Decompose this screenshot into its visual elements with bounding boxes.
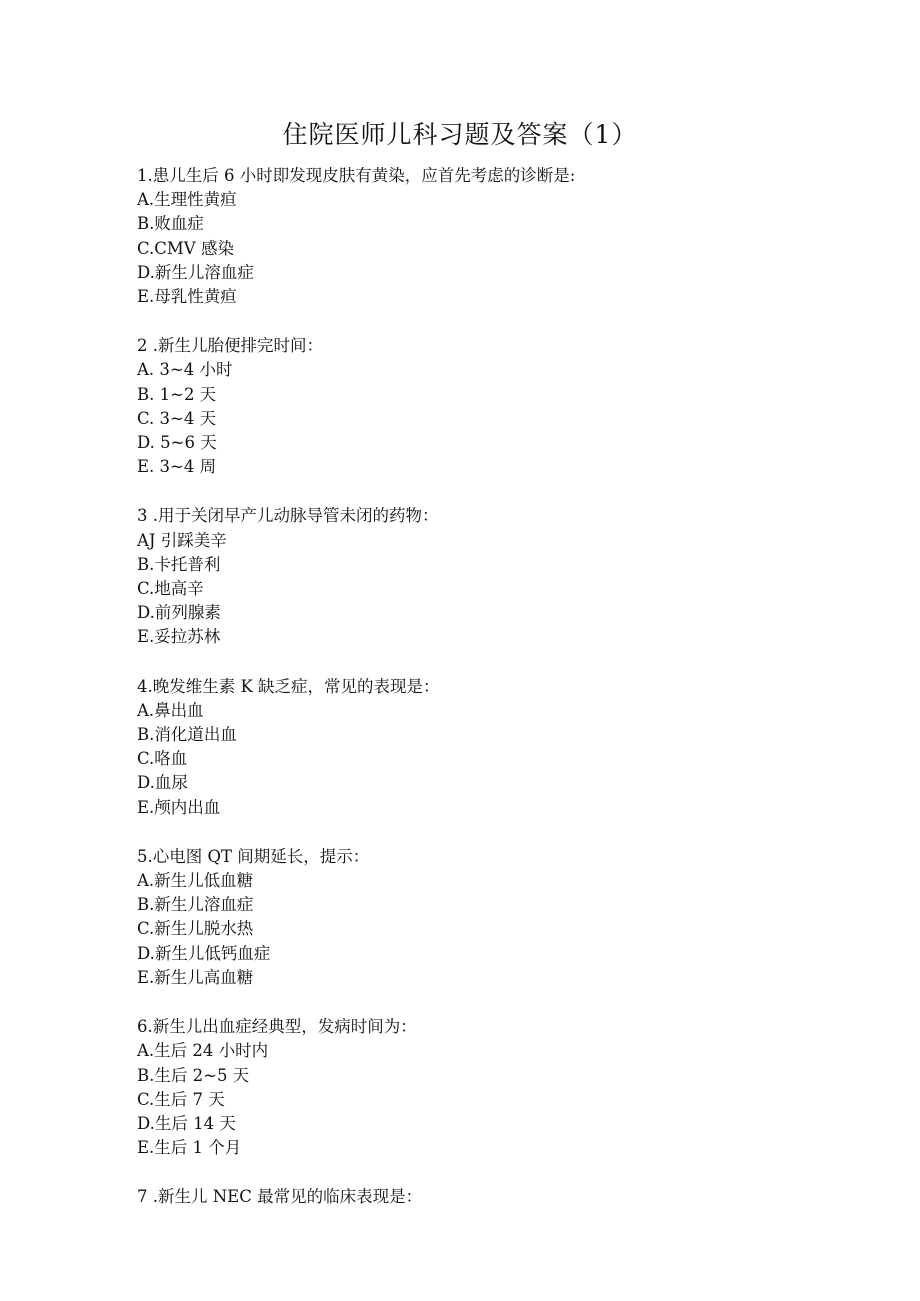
answer-option: B.卡托普利 — [137, 554, 221, 574]
question-stem: 2 .新生儿胎便排完时间： — [137, 336, 323, 356]
answer-option: C.CMV 感染 — [137, 238, 234, 258]
answer-option: B.消化道出血 — [137, 725, 237, 745]
answer-option: E.生后 1 个月 — [137, 1138, 242, 1158]
answer-option: B. 1~2 天 — [137, 384, 217, 404]
answer-option: B.新生儿溶血症 — [137, 895, 254, 915]
question-stem: 6.新生儿出血症经典型，发病时间为： — [137, 1017, 417, 1037]
answer-option: B.生后 2~5 天 — [137, 1065, 250, 1085]
answer-option: C.生后 7 天 — [137, 1089, 225, 1109]
question-block — [137, 1185, 857, 1209]
answer-option: C.地高辛 — [137, 579, 204, 599]
question-block — [137, 845, 857, 990]
answer-option: AJ 引踩美辛 — [137, 530, 227, 550]
answer-option: C. 3~4 天 — [137, 408, 217, 428]
answer-option: E.妥拉苏林 — [137, 627, 221, 647]
answer-option: C.新生儿脱水热 — [137, 919, 254, 939]
answer-option: D.新生儿溶血症 — [137, 262, 254, 282]
question-block — [137, 164, 857, 309]
answer-option: D.新生儿低钙血症 — [137, 943, 271, 963]
answer-option: C.咯血 — [137, 749, 188, 769]
question-stem: 7 .新生儿 NEC 最常见的临床表现是： — [137, 1187, 423, 1207]
answer-option: E.新生儿高血糖 — [137, 967, 254, 987]
question-block — [137, 1015, 857, 1160]
answer-option: E.颅内出血 — [137, 797, 221, 817]
question-block — [137, 334, 857, 479]
answer-option: D.前列腺素 — [137, 603, 221, 623]
answer-option: D.血尿 — [137, 773, 188, 793]
question-block — [137, 504, 857, 649]
answer-option: A.鼻出血 — [137, 700, 204, 720]
page-title: 住院医师儿科习题及答案（1） — [282, 120, 638, 149]
answer-option: A.生理性黄疸 — [137, 190, 237, 210]
question-stem: 1.患儿生后 6 小时即发现皮肤有黄染，应首先考虑的诊断是: — [137, 166, 576, 185]
answer-option: D.生后 14 天 — [137, 1113, 236, 1133]
answer-option: A. 3~4 小时 — [137, 360, 233, 380]
question-stem: 4.晚发维生素 K 缺乏症，常见的表现是： — [137, 676, 440, 696]
answer-option: A.新生儿低血糖 — [137, 871, 254, 891]
question-stem: 3 .用于关闭早产儿动脉导管未闭的药物： — [137, 506, 439, 526]
answer-option: A.生后 24 小时内 — [137, 1041, 269, 1061]
answer-option: D. 5~6 天 — [137, 433, 217, 453]
question-stem: 5.心电图 QT 间期延长，提示： — [137, 846, 370, 866]
question-list — [137, 164, 857, 1210]
question-block — [137, 675, 857, 820]
answer-option: E.母乳性黄疸 — [137, 287, 237, 307]
answer-option: E. 3~4 周 — [137, 457, 217, 477]
answer-option: B.败血症 — [137, 214, 204, 234]
